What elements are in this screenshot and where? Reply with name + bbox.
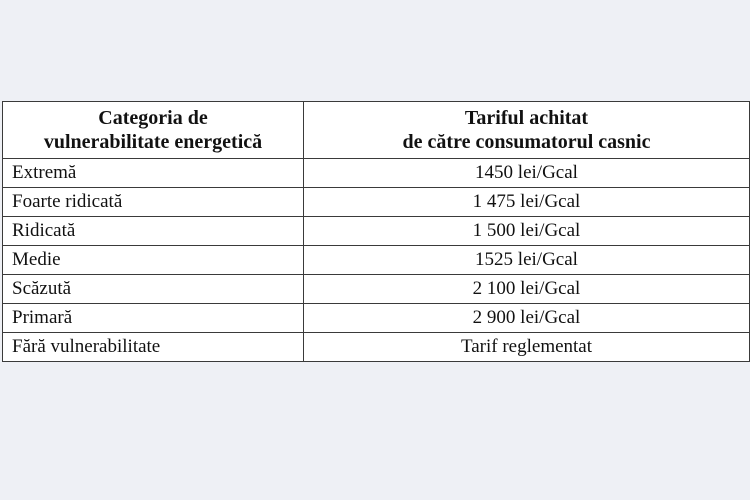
tariff-cell: Tarif reglementat <box>304 333 750 362</box>
tariff-table <box>2 101 750 362</box>
tariff-table-container <box>2 101 749 362</box>
tariff-cell: 1 475 lei/Gcal <box>304 188 750 217</box>
tariff-cell: 1450 lei/Gcal <box>304 159 750 188</box>
tariff-cell: 2 100 lei/Gcal <box>304 275 750 304</box>
category-cell: Ridicată <box>3 217 304 246</box>
table-row <box>3 333 750 362</box>
header-category-line-2: vulnerabilitate energetică <box>43 131 263 153</box>
header-category <box>3 102 304 159</box>
header-tariff-line-2: de către consumatorul casnic <box>402 131 651 153</box>
tariff-cell: 1525 lei/Gcal <box>304 246 750 275</box>
tariff-cell: 2 900 lei/Gcal <box>304 304 750 333</box>
table-row <box>3 304 750 333</box>
category-cell: Foarte ridicată <box>3 188 304 217</box>
category-cell: Extremă <box>3 159 304 188</box>
tariff-cell: 1 500 lei/Gcal <box>304 217 750 246</box>
table-row <box>3 275 750 304</box>
category-cell: Fără vulnerabilitate <box>3 333 304 362</box>
category-cell: Medie <box>3 246 304 275</box>
header-tariff <box>304 102 750 159</box>
table-row <box>3 188 750 217</box>
category-cell: Primară <box>3 304 304 333</box>
header-category-line-1: Categoria de <box>98 107 208 129</box>
table-row <box>3 159 750 188</box>
header-tariff-line-1: Tariful achitat <box>464 107 589 129</box>
table-header-row <box>3 102 750 159</box>
table-row <box>3 217 750 246</box>
table-row <box>3 246 750 275</box>
category-cell: Scăzută <box>3 275 304 304</box>
